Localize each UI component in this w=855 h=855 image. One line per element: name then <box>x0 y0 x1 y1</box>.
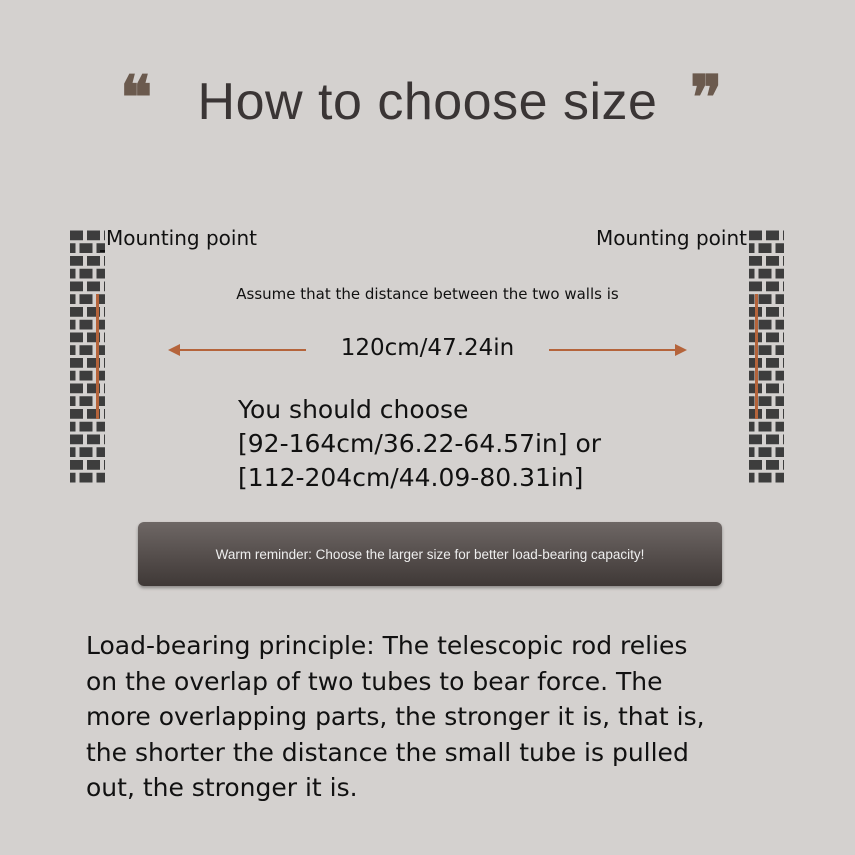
brick <box>87 231 100 241</box>
choose-line-1: You should choose <box>238 395 469 424</box>
brick <box>70 231 83 241</box>
brick <box>104 307 105 317</box>
right-mounting-point-label: Mounting point <box>596 226 747 250</box>
brick <box>70 435 83 445</box>
brick <box>80 447 93 457</box>
brick <box>80 320 93 330</box>
brick <box>766 409 779 419</box>
brick <box>97 269 106 279</box>
brick <box>783 384 784 394</box>
brick <box>70 320 76 330</box>
close-quote-icon: ❞ <box>690 63 723 133</box>
brick <box>87 435 100 445</box>
brick <box>766 256 779 266</box>
brick <box>759 371 772 381</box>
load-bearing-principle <box>86 628 806 806</box>
brick <box>97 447 106 457</box>
brick <box>104 231 105 241</box>
brick <box>776 320 785 330</box>
brick <box>70 384 83 394</box>
brick <box>749 422 755 432</box>
brick <box>776 473 785 483</box>
brick <box>783 435 784 445</box>
brick <box>104 256 105 266</box>
choose-line-3: [112-204cm/44.09-80.31in] <box>238 463 584 492</box>
left-mount-line <box>100 250 105 252</box>
size-recommendation <box>238 393 601 495</box>
brick <box>104 409 105 419</box>
brick <box>87 256 100 266</box>
distance-value: 120cm/47.24in <box>340 335 515 361</box>
page-title: How to choose size <box>197 73 658 131</box>
brick <box>80 396 93 406</box>
brick <box>97 422 106 432</box>
brick <box>70 409 83 419</box>
brick <box>104 435 105 445</box>
brick <box>783 409 784 419</box>
principle-line: more overlapping parts, the stronger it is, that is, <box>86 702 705 731</box>
warm-reminder-text: Warm reminder: Choose the larger size for better load-bearing capacity! <box>215 546 645 562</box>
brick <box>759 422 772 432</box>
brick <box>749 460 762 470</box>
brick <box>70 269 76 279</box>
brick <box>766 231 779 241</box>
brick <box>749 243 755 253</box>
brick <box>759 473 772 483</box>
left-mounting-point-label: Mounting point <box>106 226 257 250</box>
principle-line: Load-bearing principle: The telescopic rod relies <box>86 631 688 660</box>
open-quote-icon: ❝ <box>120 63 153 133</box>
brick <box>104 460 105 470</box>
brick <box>749 231 762 241</box>
brick <box>749 269 755 279</box>
brick <box>783 231 784 241</box>
brick <box>70 447 76 457</box>
brick <box>749 447 755 457</box>
brick <box>783 256 784 266</box>
brick <box>70 307 83 317</box>
principle-line: on the overlap of two tubes to bear force. The <box>86 666 663 696</box>
brick <box>759 396 772 406</box>
brick <box>749 320 755 330</box>
brick <box>759 269 772 279</box>
brick <box>766 307 779 317</box>
brick <box>759 447 772 457</box>
choose-line-2: [92-164cm/36.22-64.57in] or <box>238 429 602 458</box>
brick <box>766 384 779 394</box>
principle-line: out, the stronger it is. <box>86 773 358 802</box>
brick <box>70 256 83 266</box>
brick <box>776 447 785 457</box>
brick <box>776 396 785 406</box>
brick <box>80 371 93 381</box>
brick <box>80 473 93 483</box>
brick <box>97 473 106 483</box>
brick <box>70 422 76 432</box>
brick <box>70 371 76 381</box>
brick <box>749 371 755 381</box>
brick <box>759 243 772 253</box>
brick <box>70 473 76 483</box>
brick <box>783 460 784 470</box>
principle-line: the shorter the distance the small tube is pulled <box>86 737 689 767</box>
brick <box>759 320 772 330</box>
brick <box>776 269 785 279</box>
brick <box>776 243 785 253</box>
brick <box>80 243 93 253</box>
brick <box>104 384 105 394</box>
brick <box>766 460 779 470</box>
brick <box>783 307 784 317</box>
brick <box>776 422 785 432</box>
brick <box>749 256 762 266</box>
brick <box>80 422 93 432</box>
brick <box>776 371 785 381</box>
brick <box>70 243 76 253</box>
brick <box>749 473 755 483</box>
brick <box>80 269 93 279</box>
brick <box>87 460 100 470</box>
brick <box>766 435 779 445</box>
brick <box>70 460 83 470</box>
brick <box>749 435 762 445</box>
brick <box>749 396 755 406</box>
warm-reminder-banner <box>138 522 722 586</box>
brick <box>70 396 76 406</box>
assume-text: Assume that the distance between the two walls is <box>236 285 619 303</box>
